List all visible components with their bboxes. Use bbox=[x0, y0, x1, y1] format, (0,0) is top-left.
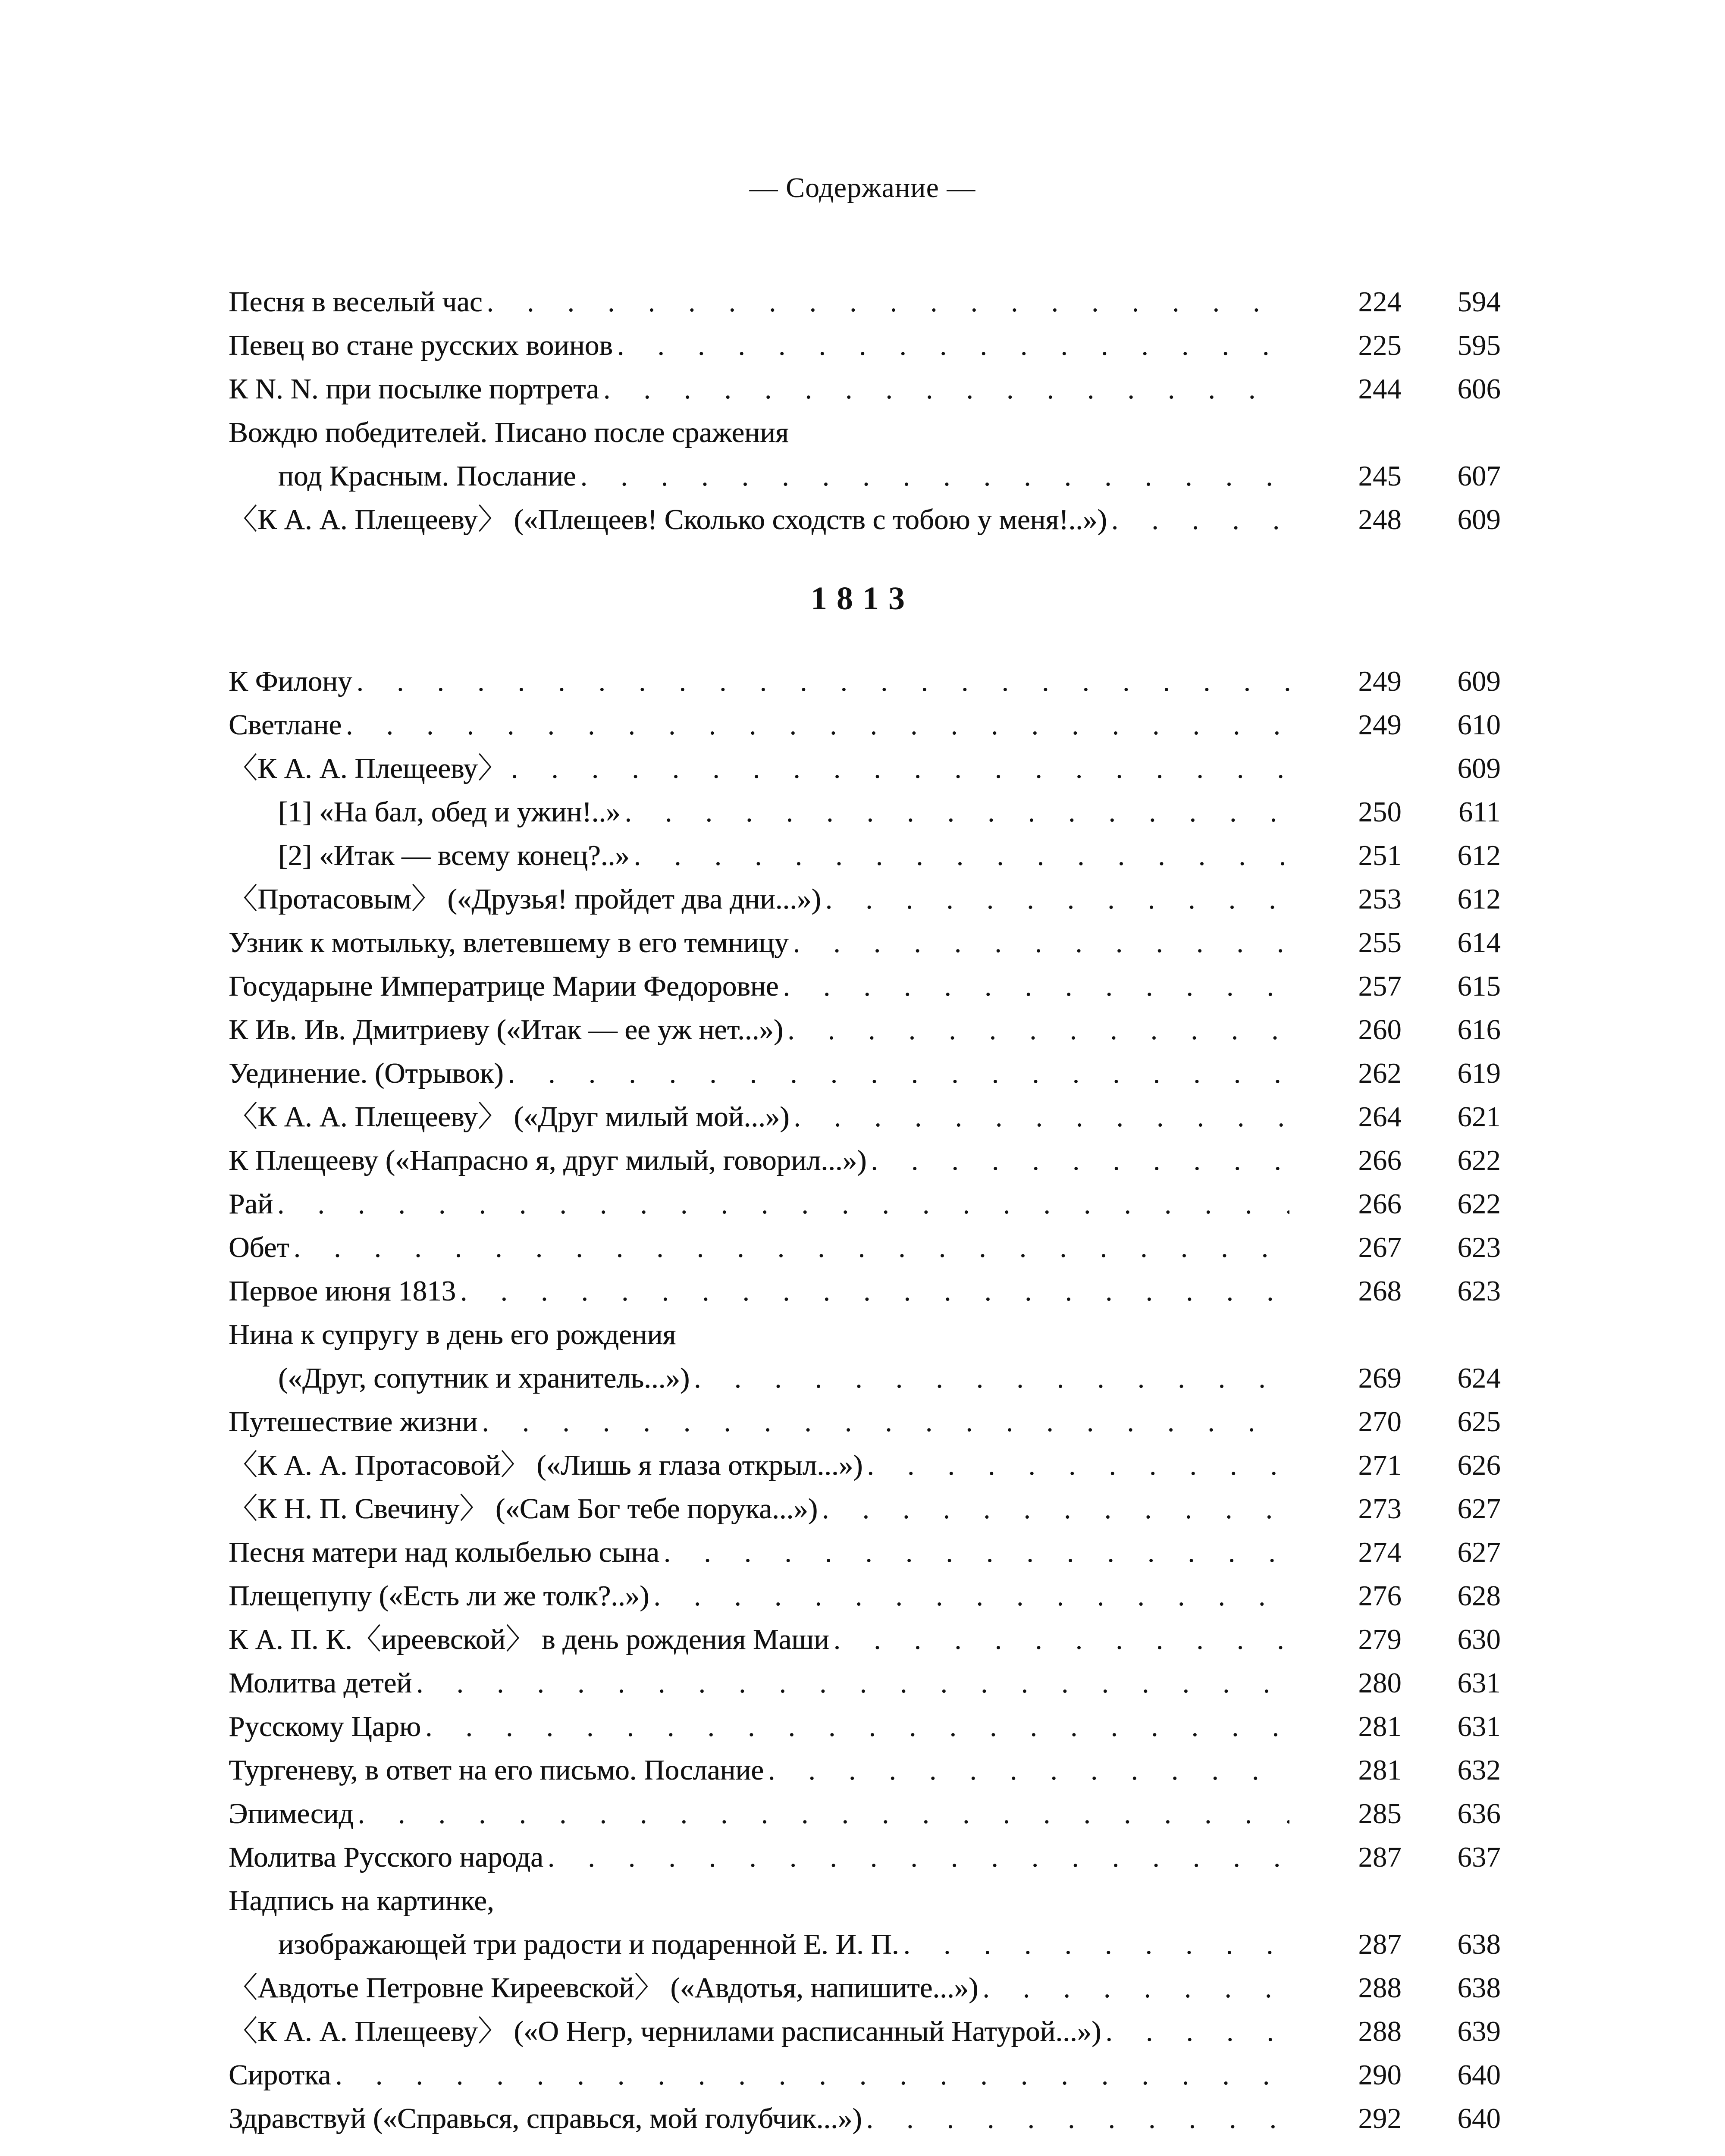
dot-leader bbox=[789, 927, 1289, 959]
toc-entry bbox=[229, 367, 1501, 411]
notes-page: 638 bbox=[1457, 1928, 1501, 1960]
toc-entry bbox=[229, 1966, 1501, 2010]
dot-leader bbox=[342, 709, 1289, 741]
dot-leader bbox=[778, 970, 1289, 1002]
entry-title: Вождю победителей. Писано после сражения bbox=[229, 417, 789, 448]
toc-entry bbox=[229, 1749, 1501, 1792]
notes-page: 630 bbox=[1457, 1623, 1501, 1655]
text-page: 290 bbox=[1358, 2059, 1402, 2091]
notes-page: 594 bbox=[1457, 286, 1501, 318]
notes-page: 622 bbox=[1457, 1144, 1501, 1176]
entry-title: [2] «Итак — всему конец?..» bbox=[278, 840, 630, 871]
toc-entry bbox=[229, 1879, 1501, 1923]
notes-page: 640 bbox=[1457, 2103, 1501, 2134]
entry-title: К А. П. К.〈иреевской〉 в день рождения Маши bbox=[229, 1623, 829, 1655]
toc-entry bbox=[229, 1531, 1501, 1574]
toc-list-1813 bbox=[229, 660, 1501, 2140]
notes-page: 632 bbox=[1457, 1754, 1501, 1786]
entry-title: Русскому Царю bbox=[229, 1711, 421, 1742]
dot-leader bbox=[1107, 504, 1289, 536]
notes-page: 612 bbox=[1457, 883, 1501, 915]
notes-page: 622 bbox=[1457, 1188, 1501, 1220]
entry-title: под Красным. Послание bbox=[278, 460, 576, 492]
dot-leader bbox=[789, 1101, 1289, 1133]
notes-page: 611 bbox=[1458, 796, 1501, 828]
toc-entry bbox=[229, 1444, 1501, 1487]
dot-leader bbox=[353, 1798, 1289, 1830]
notes-page: 621 bbox=[1457, 1101, 1501, 1133]
toc-entry bbox=[229, 965, 1501, 1008]
entry-title: Обет bbox=[229, 1232, 289, 1263]
text-page: 264 bbox=[1358, 1101, 1402, 1133]
text-page: 281 bbox=[1358, 1754, 1402, 1786]
entry-title: К Ив. Ив. Дмитриеву («Итак — ее уж нет...») bbox=[229, 1014, 784, 1046]
toc-entry bbox=[229, 921, 1501, 965]
dot-leader bbox=[352, 665, 1289, 697]
entry-title: К Филону bbox=[229, 665, 352, 697]
notes-page: 610 bbox=[1457, 709, 1501, 741]
text-page: 269 bbox=[1358, 1362, 1402, 1394]
text-page: 224 bbox=[1358, 286, 1402, 318]
text-page: 273 bbox=[1358, 1493, 1402, 1525]
text-page: 248 bbox=[1358, 504, 1402, 536]
entry-title: Песня в веселый час bbox=[229, 286, 483, 318]
text-page: 267 bbox=[1358, 1232, 1402, 1263]
text-page: 250 bbox=[1358, 796, 1402, 828]
dot-leader bbox=[659, 1536, 1289, 1568]
notes-page: 614 bbox=[1457, 927, 1501, 959]
dot-leader bbox=[630, 840, 1289, 871]
notes-page: 624 bbox=[1457, 1362, 1501, 1394]
dot-leader bbox=[412, 1667, 1289, 1699]
entry-title: Узник к мотыльку, влетевшему в его темницу bbox=[229, 927, 789, 959]
notes-page: 609 bbox=[1457, 665, 1501, 697]
dot-leader bbox=[862, 1449, 1289, 1481]
toc-entry bbox=[229, 1836, 1501, 1879]
dot-leader bbox=[273, 1188, 1289, 1220]
notes-page: 627 bbox=[1457, 1536, 1501, 1568]
dot-leader bbox=[690, 1362, 1289, 1394]
text-page: 279 bbox=[1358, 1623, 1402, 1655]
entry-title: 〈К А. А. Плещееву〉 («Друг милый мой...») bbox=[229, 1101, 790, 1133]
entry-title: Светлане bbox=[229, 709, 342, 741]
dot-leader bbox=[599, 373, 1289, 405]
text-page: 288 bbox=[1358, 1972, 1402, 2004]
entry-title: 〈Авдотье Петровне Киреевской〉 («Авдотья, напишите...») bbox=[229, 1972, 979, 2004]
toc-entry bbox=[229, 1487, 1501, 1531]
toc-entry bbox=[229, 1008, 1501, 1052]
dot-leader bbox=[783, 1014, 1289, 1046]
entry-title: Эпимесид bbox=[229, 1798, 354, 1830]
toc-entry bbox=[229, 1052, 1501, 1095]
toc-entry bbox=[229, 1139, 1501, 1182]
entry-title: 〈Протасовым〉 («Друзья! пройдет два дни...») bbox=[229, 883, 821, 915]
dot-leader bbox=[978, 1972, 1289, 2004]
text-page: 266 bbox=[1358, 1144, 1402, 1176]
toc-entry bbox=[229, 2010, 1501, 2053]
text-page: 281 bbox=[1358, 1711, 1402, 1742]
entry-title: Плещепупу («Есть ли же толк?..») bbox=[229, 1580, 649, 1612]
notes-page: 625 bbox=[1457, 1406, 1501, 1438]
notes-page: 623 bbox=[1457, 1232, 1501, 1263]
text-page: 287 bbox=[1358, 1841, 1402, 1873]
notes-page: 631 bbox=[1457, 1711, 1501, 1742]
notes-page: 627 bbox=[1457, 1493, 1501, 1525]
entry-title: Сиротка bbox=[229, 2059, 331, 2091]
notes-page: 609 bbox=[1457, 504, 1501, 536]
entry-title: Песня матери над колыбелью сына bbox=[229, 1536, 659, 1568]
toc-entry bbox=[229, 411, 1501, 454]
text-page: 292 bbox=[1358, 2103, 1402, 2134]
entry-title: Певец во стане русских воинов bbox=[229, 329, 613, 361]
toc-list-1812 bbox=[229, 280, 1501, 542]
entry-title: 〈К А. А. Плещееву〉 («Плещеев! Сколько сходств с тобою у меня!..») bbox=[229, 504, 1107, 536]
entry-title: («Друг, сопутник и хранитель...») bbox=[278, 1362, 690, 1394]
entry-title: Молитва Русского народа bbox=[229, 1841, 543, 1873]
entry-title: К N. N. при посылке портрета bbox=[229, 373, 599, 405]
toc-entry bbox=[229, 1182, 1501, 1226]
toc-entry bbox=[229, 1269, 1501, 1313]
dot-leader bbox=[899, 1928, 1289, 1960]
dot-leader bbox=[1101, 2015, 1289, 2047]
entry-title: Государыне Императрице Марии Федоровне bbox=[229, 970, 779, 1002]
toc-entry bbox=[229, 1923, 1501, 1966]
dot-leader bbox=[331, 2059, 1289, 2091]
dot-leader bbox=[621, 796, 1289, 828]
toc-entry bbox=[229, 1661, 1501, 1705]
toc-entry bbox=[229, 1400, 1501, 1444]
text-page: 285 bbox=[1358, 1798, 1402, 1830]
notes-page: 612 bbox=[1457, 840, 1501, 871]
notes-page: 631 bbox=[1457, 1667, 1501, 1699]
notes-page: 628 bbox=[1457, 1580, 1501, 1612]
toc-entry bbox=[229, 1095, 1501, 1139]
toc-entry bbox=[229, 1705, 1501, 1749]
dot-leader bbox=[483, 286, 1289, 318]
entry-title: Здравствуй («Справься, справься, мой голубчик...») bbox=[229, 2103, 862, 2134]
text-page: 266 bbox=[1358, 1188, 1402, 1220]
notes-page: 626 bbox=[1457, 1449, 1501, 1481]
notes-page: 619 bbox=[1457, 1057, 1501, 1089]
dot-leader bbox=[421, 1711, 1289, 1742]
text-page: 249 bbox=[1358, 709, 1402, 741]
toc-entry bbox=[229, 1313, 1501, 1357]
entry-title: Молитва детей bbox=[229, 1667, 412, 1699]
text-page: 276 bbox=[1358, 1580, 1402, 1612]
entry-title: 〈К А. А. Протасовой〉 («Лишь я глаза открыл...») bbox=[229, 1449, 863, 1481]
toc-entry bbox=[229, 1618, 1501, 1661]
entry-title: Первое июня 1813 bbox=[229, 1275, 456, 1307]
toc-entry bbox=[229, 2053, 1501, 2097]
entry-title: 〈К Н. П. Свечину〉 («Сам Бог тебе порука...») bbox=[229, 1493, 818, 1525]
entry-title: 〈К А. А. Плещееву〉 («О Негр, чернилами расписанный Натурой...») bbox=[229, 2015, 1101, 2047]
notes-page: 616 bbox=[1457, 1014, 1501, 1046]
entry-title: Рай bbox=[229, 1188, 273, 1220]
dot-leader bbox=[504, 1057, 1289, 1089]
toc-entry bbox=[229, 1792, 1501, 1836]
toc-entry bbox=[229, 498, 1501, 542]
dot-leader bbox=[764, 1754, 1289, 1786]
text-page: 270 bbox=[1358, 1406, 1402, 1438]
notes-page: 607 bbox=[1457, 460, 1501, 492]
entry-title: Надпись на картинке, bbox=[229, 1885, 494, 1917]
entry-title: Нина к супругу в день его рождения bbox=[229, 1319, 676, 1351]
text-page: 274 bbox=[1358, 1536, 1402, 1568]
dot-leader bbox=[613, 329, 1289, 361]
text-page: 262 bbox=[1358, 1057, 1402, 1089]
toc-entry bbox=[229, 1357, 1501, 1400]
dot-leader bbox=[507, 752, 1289, 784]
notes-page: 639 bbox=[1457, 2015, 1501, 2047]
toc-entry bbox=[229, 834, 1501, 877]
toc-entry bbox=[229, 747, 1501, 790]
toc-entry bbox=[229, 1226, 1501, 1269]
dot-leader bbox=[477, 1406, 1289, 1438]
notes-page: 636 bbox=[1457, 1798, 1501, 1830]
dot-leader bbox=[866, 1144, 1289, 1176]
entry-title: Тургеневу, в ответ на его письмо. Послание bbox=[229, 1754, 764, 1786]
notes-page: 623 bbox=[1457, 1275, 1501, 1307]
entry-title: К Плещееву («Напрасно я, друг милый, говорил...») bbox=[229, 1144, 867, 1176]
text-page: 280 bbox=[1358, 1667, 1402, 1699]
toc-entry bbox=[229, 280, 1501, 324]
notes-page: 606 bbox=[1457, 373, 1501, 405]
text-page: 249 bbox=[1358, 665, 1402, 697]
dot-leader bbox=[289, 1232, 1289, 1263]
text-page: 288 bbox=[1358, 2015, 1402, 2047]
text-page: 257 bbox=[1358, 970, 1402, 1002]
toc-entry bbox=[229, 324, 1501, 367]
entry-title: Путешествие жизни bbox=[229, 1406, 478, 1438]
dot-leader bbox=[543, 1841, 1289, 1873]
text-page: 244 bbox=[1358, 373, 1402, 405]
text-page: 260 bbox=[1358, 1014, 1402, 1046]
text-page: 251 bbox=[1358, 840, 1402, 871]
entry-title: [1] «На бал, обед и ужин!..» bbox=[278, 796, 621, 828]
running-header: — Содержание — bbox=[749, 172, 976, 204]
notes-page: 595 bbox=[1457, 329, 1501, 361]
text-page: 225 bbox=[1358, 329, 1402, 361]
notes-page: 609 bbox=[1457, 752, 1501, 784]
toc-entry bbox=[229, 2097, 1501, 2140]
notes-page: 640 bbox=[1457, 2059, 1501, 2091]
year-heading: 1813 bbox=[811, 580, 914, 617]
dot-leader bbox=[456, 1275, 1289, 1307]
notes-page: 615 bbox=[1457, 970, 1501, 1002]
entry-title: Уединение. (Отрывок) bbox=[229, 1057, 504, 1089]
toc-entry bbox=[229, 1574, 1501, 1618]
text-page: 271 bbox=[1358, 1449, 1402, 1481]
text-page: 245 bbox=[1358, 460, 1402, 492]
notes-page: 637 bbox=[1457, 1841, 1501, 1873]
toc-entry bbox=[229, 877, 1501, 921]
entry-title: 〈К А. А. Плещееву〉 bbox=[229, 752, 507, 784]
dot-leader bbox=[829, 1623, 1289, 1655]
dot-leader bbox=[649, 1580, 1289, 1612]
toc-entry bbox=[229, 790, 1501, 834]
text-page: 268 bbox=[1358, 1275, 1402, 1307]
notes-page: 638 bbox=[1457, 1972, 1501, 2004]
toc-entry bbox=[229, 454, 1501, 498]
text-page: 287 bbox=[1358, 1928, 1402, 1960]
text-page: 253 bbox=[1358, 883, 1402, 915]
dot-leader bbox=[821, 883, 1289, 915]
dot-leader bbox=[862, 2103, 1289, 2134]
entry-title: изображающей три радости и подаренной Е. И. П. bbox=[278, 1928, 899, 1960]
text-page: 255 bbox=[1358, 927, 1402, 959]
dot-leader bbox=[576, 460, 1289, 492]
toc-entry bbox=[229, 660, 1501, 703]
dot-leader bbox=[818, 1493, 1289, 1525]
toc-entry bbox=[229, 703, 1501, 747]
